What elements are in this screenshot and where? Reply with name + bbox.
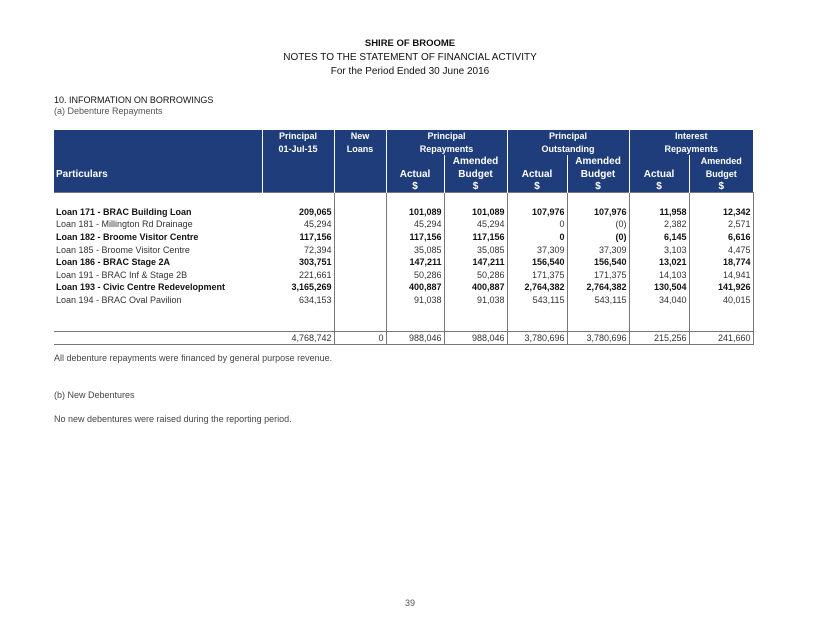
col-principal-l2: 01-Jul-15 bbox=[262, 143, 334, 156]
document-subtitle: NOTES TO THE STATEMENT OF FINANCIAL ACTIVITY bbox=[283, 52, 537, 63]
header-row-4 bbox=[54, 168, 753, 181]
col-pout-l1: Principal bbox=[507, 130, 629, 143]
debenture-table bbox=[54, 130, 754, 345]
document-title: SHIRE OF BROOME bbox=[364, 38, 456, 49]
cur-int-budget: $ bbox=[689, 180, 753, 193]
header-row-2 bbox=[54, 143, 753, 156]
spacer-row bbox=[54, 193, 753, 206]
document-period: For the Period Ended 30 June 2016 bbox=[330, 66, 490, 77]
col-prep-amended: Amended bbox=[444, 155, 507, 168]
cur-prep-actual: $ bbox=[386, 180, 444, 193]
spacer-row bbox=[54, 319, 753, 332]
table-row: Loan 181 - Millington Rd Drainage 45,294 45,294 45,294 0 (0) 2,382 2,571 bbox=[54, 218, 753, 231]
table-row: Loan 193 - Civic Centre Redevelopment 3,165,269 400,887 400,887 2,764,382 2,764,382 130,504 141,926 bbox=[54, 281, 753, 294]
section-title: 10. INFORMATION ON BORROWINGS bbox=[54, 95, 214, 105]
table-row: Loan 194 - BRAC Oval Pavilion 634,153 91,038 91,038 543,115 543,115 34,040 40,015 bbox=[54, 294, 753, 307]
cur-int-actual: $ bbox=[629, 180, 689, 193]
total-int-actual: 215,256 bbox=[629, 332, 689, 345]
col-particulars: Particulars bbox=[54, 168, 262, 181]
col-principal-l1: Principal bbox=[262, 130, 334, 143]
total-principal: 4,768,742 bbox=[262, 332, 334, 345]
table-row: Loan 191 - BRAC Inf & Stage 2B 221,661 50,286 50,286 171,375 171,375 14,103 14,941 bbox=[54, 269, 753, 282]
col-prep-actual: Actual bbox=[386, 168, 444, 181]
col-pout-actual: Actual bbox=[507, 168, 567, 181]
total-rep-actual: 988,046 bbox=[386, 332, 444, 345]
col-prep-l1: Principal bbox=[386, 130, 507, 143]
col-new-l1: New bbox=[334, 130, 386, 143]
col-int-amended: Amended bbox=[689, 155, 753, 168]
col-pout-amended: Amended bbox=[567, 155, 629, 168]
header-row-5 bbox=[54, 180, 753, 193]
spacer-row bbox=[54, 306, 753, 319]
col-pout-l2: Outstanding bbox=[507, 143, 629, 156]
new-debentures-title: (b) New Debentures bbox=[54, 390, 135, 400]
total-row bbox=[54, 332, 753, 345]
col-int-l2: Repayments bbox=[629, 143, 753, 156]
table-row: Loan 182 - Broome Visitor Centre 117,156 117,156 117,156 0 (0) 6,145 6,616 bbox=[54, 231, 753, 244]
total-rep-budget: 988,046 bbox=[444, 332, 507, 345]
total-new: 0 bbox=[334, 332, 386, 345]
new-debentures-text: No new debentures were raised during the reporting period. bbox=[54, 414, 292, 424]
table-row: Loan 186 - BRAC Stage 2A 303,751 147,211 147,211 156,540 156,540 13,021 18,774 bbox=[54, 256, 753, 269]
col-int-budget: Budget bbox=[689, 168, 753, 181]
header-row-1 bbox=[54, 130, 753, 143]
cur-pout-budget: $ bbox=[567, 180, 629, 193]
table-row: Loan 185 - Broome Visitor Centre 72,394 35,085 35,085 37,309 37,309 3,103 4,475 bbox=[54, 243, 753, 256]
cur-pout-actual: $ bbox=[507, 180, 567, 193]
section-subtitle: (a) Debenture Repayments bbox=[54, 106, 163, 116]
col-new-l2: Loans bbox=[334, 143, 386, 156]
col-prep-l2: Repayments bbox=[386, 143, 507, 156]
col-pout-budget: Budget bbox=[567, 168, 629, 181]
table-row: Loan 171 - BRAC Building Loan 209,065 101,089 101,089 107,976 107,976 11,958 12,342 bbox=[54, 206, 753, 219]
col-int-l1: Interest bbox=[629, 130, 753, 143]
page-number: 39 bbox=[404, 598, 415, 608]
cur-prep-budget: $ bbox=[444, 180, 507, 193]
total-int-budget: 241,660 bbox=[689, 332, 753, 345]
total-out-budget: 3,780,696 bbox=[567, 332, 629, 345]
col-int-actual: Actual bbox=[629, 168, 689, 181]
header-row-3 bbox=[54, 155, 753, 168]
financed-note: All debenture repayments were financed by general purpose revenue. bbox=[54, 353, 333, 363]
col-prep-budget: Budget bbox=[444, 168, 507, 181]
total-out-actual: 3,780,696 bbox=[507, 332, 567, 345]
